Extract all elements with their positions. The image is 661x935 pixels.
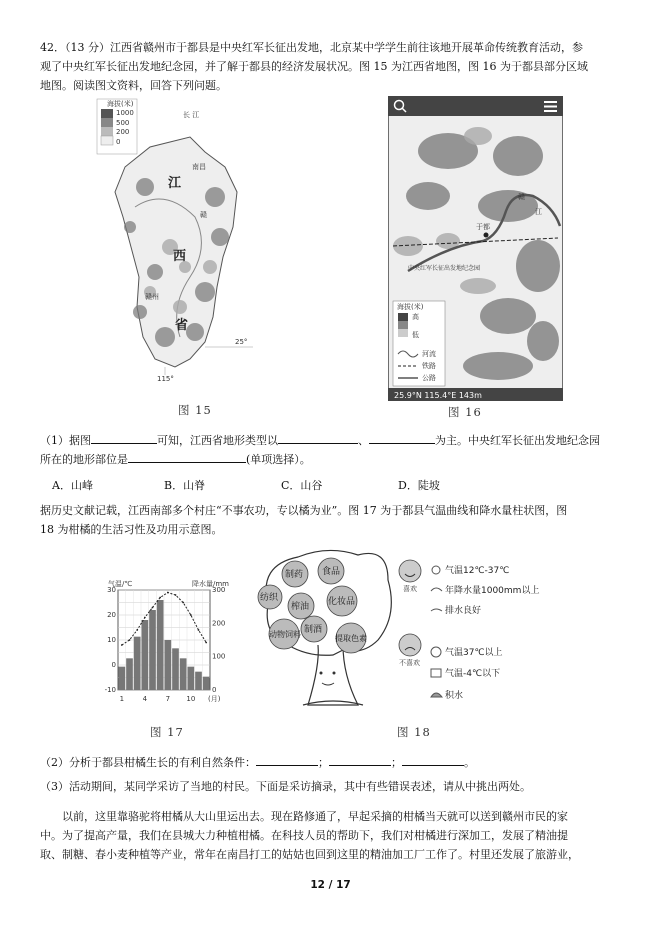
temperature-point: [136, 629, 138, 631]
temperature-point: [152, 607, 154, 609]
fig16-label-jiang: 江: [535, 208, 542, 216]
q1-line-1: [40, 431, 625, 450]
figure-18-citrus-diagram: [248, 545, 548, 720]
cloud-rain-icon: [431, 588, 442, 591]
q1-blank-3[interactable]: [369, 431, 435, 444]
y-tick-right: 300: [212, 586, 226, 594]
precip-bar: [165, 640, 172, 690]
sun-icon: [432, 566, 440, 574]
fig15-label-jiang: 江: [168, 176, 182, 191]
precip-bar: [180, 658, 187, 690]
y-tick-left: 10: [107, 636, 116, 644]
precip-bar: [134, 637, 141, 690]
y-tick-left: -10: [104, 686, 116, 694]
choice-a[interactable]: A．山峰: [52, 479, 93, 492]
dislike-label: 不喜欢: [399, 659, 420, 667]
fig15-legend-200: 200: [116, 128, 130, 136]
y-tick-right: 200: [212, 619, 226, 628]
q1-text-c: 、: [358, 434, 369, 447]
history-paragraph: [40, 501, 625, 539]
climate-chart-svg: [100, 578, 230, 708]
temperature-point: [121, 644, 123, 646]
fig16-legend-title: 海拔(米): [397, 303, 424, 311]
q2-sep-2: ；: [391, 756, 402, 769]
waterlog-icon: [431, 693, 442, 697]
fig15-legend-500: 500: [116, 119, 130, 127]
snow-icon: [431, 669, 441, 677]
y-tick-right: 0: [212, 686, 217, 694]
q2-end: 。: [464, 756, 475, 769]
q2-blank-3[interactable]: [402, 753, 464, 766]
fig16-status-coords: 25.9°N 115.4°E 143m: [394, 391, 482, 400]
choice-d[interactable]: D．陡坡: [398, 479, 440, 492]
page-number: 12 / 17: [310, 879, 351, 891]
q2-blank-2[interactable]: [329, 753, 391, 766]
temperature-point: [144, 617, 146, 619]
figure-15-jiangxi-map: [95, 97, 255, 382]
fig16-legend-river: 河流: [422, 350, 436, 358]
temperature-point: [182, 602, 184, 604]
dislike-cold: 气温-4℃以下: [445, 669, 501, 679]
intro-line-2: 观了中央红军长征出发地纪念园，并了解于都县的经济发展状况。图 15 为江西省地图，图 16 为于都县部分区域: [40, 60, 588, 73]
tree-item-textile: 纺织: [260, 593, 279, 603]
precip-bar: [126, 658, 133, 690]
question-1: [40, 431, 625, 469]
passage-line-3: 取、制糖、春小麦种植等产业，常年在南昌打工的姑姑也回到这里的精油加工厂工作了。村里还发展了旅游业，: [40, 848, 579, 861]
figure-16-yudu-map: [388, 96, 563, 401]
figure-15-caption: 图 15: [178, 403, 212, 417]
precip-bar: [188, 667, 195, 690]
citrus-diagram-svg: [248, 545, 548, 720]
fig16-label-memorial: 中央红军长征出发地纪念园: [408, 265, 481, 272]
question-3: （3）活动期间，某同学采访了当地的村民。下面是采访摘录，其中有些错误表述，请从中挑出两处。: [40, 780, 531, 793]
hot-sun-icon: [431, 647, 441, 657]
x-tick: 1: [119, 695, 125, 703]
drainage-icon: [431, 609, 442, 611]
precip-bar: [195, 672, 202, 690]
figure-16-caption: 图 16: [448, 405, 482, 419]
temperature-point: [129, 639, 131, 641]
q1-blank-4[interactable]: [128, 450, 246, 463]
q1-text-b: 可知，江西省地形类型以: [157, 434, 278, 447]
dislike-water: 积水: [445, 691, 464, 701]
fig15-label-nanchang: 南昌: [192, 163, 206, 171]
fig15-legend-title: 海拔(米): [107, 100, 134, 108]
figure-18-caption: 图 18: [397, 725, 431, 739]
precip-bar: [157, 600, 164, 690]
y-tick-left: 0: [111, 661, 116, 669]
q1-line-2: [40, 450, 625, 469]
x-tick: 10: [186, 695, 196, 703]
precip-bar: [172, 648, 179, 690]
fig15-label-lon: 115°: [157, 375, 174, 382]
fig16-label-gan: 赣: [518, 193, 525, 201]
q1-text-f: (单项选择）。: [246, 453, 311, 466]
tree-item-pharma: 制药: [285, 570, 304, 580]
fig16-legend-low: 低: [412, 331, 419, 339]
history-line-2: 18 为柑橘的生活习性及功用示意图。: [40, 523, 223, 536]
tree-item-cosmetics: 化妆品: [328, 597, 356, 607]
smiling-orange-icon: [399, 560, 421, 582]
like-label: 喜欢: [403, 585, 417, 593]
temperature-point: [198, 629, 200, 631]
fig15-label-gan: 赣: [200, 211, 207, 219]
temperature-point: [175, 594, 177, 596]
q1-blank-2[interactable]: [278, 431, 358, 444]
fig16-legend-road: 公路: [422, 374, 436, 382]
temperature-point: [190, 614, 192, 616]
temperature-point: [159, 597, 161, 599]
temperature-point: [167, 592, 169, 594]
precip-bar: [142, 620, 149, 690]
tree-item-pigment: 提取色素: [335, 634, 367, 643]
jiangxi-map-graphic: [95, 97, 255, 382]
question-42-intro: [40, 38, 625, 95]
question-2: [40, 753, 625, 772]
choice-c[interactable]: C．山谷: [281, 479, 323, 492]
choice-b[interactable]: B．山脊: [164, 479, 206, 492]
precip-bar: [149, 610, 156, 690]
tree-item-wine: 制酒: [304, 625, 323, 635]
fig15-label-sheng: 省: [175, 318, 189, 333]
precip-bar: [203, 677, 210, 690]
intro-line-1: 42．（13 分）江西省赣州市于都县是中央红军长征出发地，北京某中学学生前往该地开展革命传统教育活动，参: [40, 41, 583, 54]
like-drain: 排水良好: [445, 606, 482, 616]
history-line-1: 据历史文献记载，江西南部多个村庄“不事农功，专以橘为业”。图 17 为于都县气温曲线和降水量柱状图，图: [40, 504, 568, 517]
menu-icon: [544, 101, 557, 112]
q2-text: （2）分析于都县柑橘生长的有利自然条件：: [40, 756, 256, 769]
tree-item-food: 食品: [322, 567, 341, 577]
x-tick: 7: [165, 695, 171, 703]
fig15-label-xi: 西: [173, 249, 187, 264]
fig16-legend-high: 高: [412, 313, 419, 321]
like-temp: 气温12℃-37℃: [445, 566, 510, 576]
precip-bar: [119, 667, 126, 690]
temperature-point: [205, 642, 207, 644]
fig15-label-ganzhou: 赣州: [145, 293, 159, 301]
passage-line-2: 中。为了提高产量，我们在县城大力种植柑橘。在科技人员的帮助下，我们对柑橘进行深加工，发展了精油提: [40, 829, 568, 842]
chart-ylabel-left: 气温/℃: [108, 580, 133, 588]
q1-text-a: （1）据图: [40, 434, 91, 447]
like-rain: 年降水量1000mm以上: [445, 586, 540, 596]
x-axis-label: (月): [208, 695, 221, 703]
y-tick-left: 30: [107, 586, 116, 594]
fig15-legend-1000: 1000: [116, 109, 134, 117]
interview-passage: [40, 807, 625, 864]
chart-ylabel-right: 降水量/mm: [192, 580, 229, 588]
q1-blank-1[interactable]: [91, 431, 157, 444]
fig15-legend-0: 0: [116, 138, 121, 146]
q1-text-e: 所在的地形部位是: [40, 453, 128, 466]
dislike-hot: 气温37℃以上: [445, 648, 503, 658]
fig15-label-yangtze: 长 江: [183, 111, 200, 119]
y-tick-left: 20: [107, 611, 116, 619]
intro-line-3: 地图。阅读图文资料，回答下列问题。: [40, 79, 227, 92]
q2-blank-1[interactable]: [256, 753, 318, 766]
fig16-label-yudu: 于都: [476, 223, 490, 231]
tree-item-oil: 榨油: [291, 602, 310, 612]
fig15-label-lat: 25°: [235, 338, 248, 346]
x-tick: 4: [142, 695, 148, 703]
sad-orange-icon: [399, 634, 421, 656]
figure-17-caption: 图 17: [150, 725, 184, 739]
yudu-map-graphic: [388, 96, 563, 401]
figure-17-climate-chart: [100, 578, 230, 708]
q2-sep-1: ；: [318, 756, 329, 769]
passage-line-1: 以前，这里靠骆驼将柑橘从大山里运出去。现在路修通了，早起采摘的柑橘当天就可以送到赣州市民的家: [62, 810, 568, 823]
q1-text-d: 为主。中央红军长征出发地纪念园: [435, 434, 600, 447]
y-tick-right: 100: [212, 652, 226, 661]
tree-item-feed: 动物饲料: [269, 630, 301, 639]
fig16-legend-rail: 铁路: [422, 362, 436, 370]
